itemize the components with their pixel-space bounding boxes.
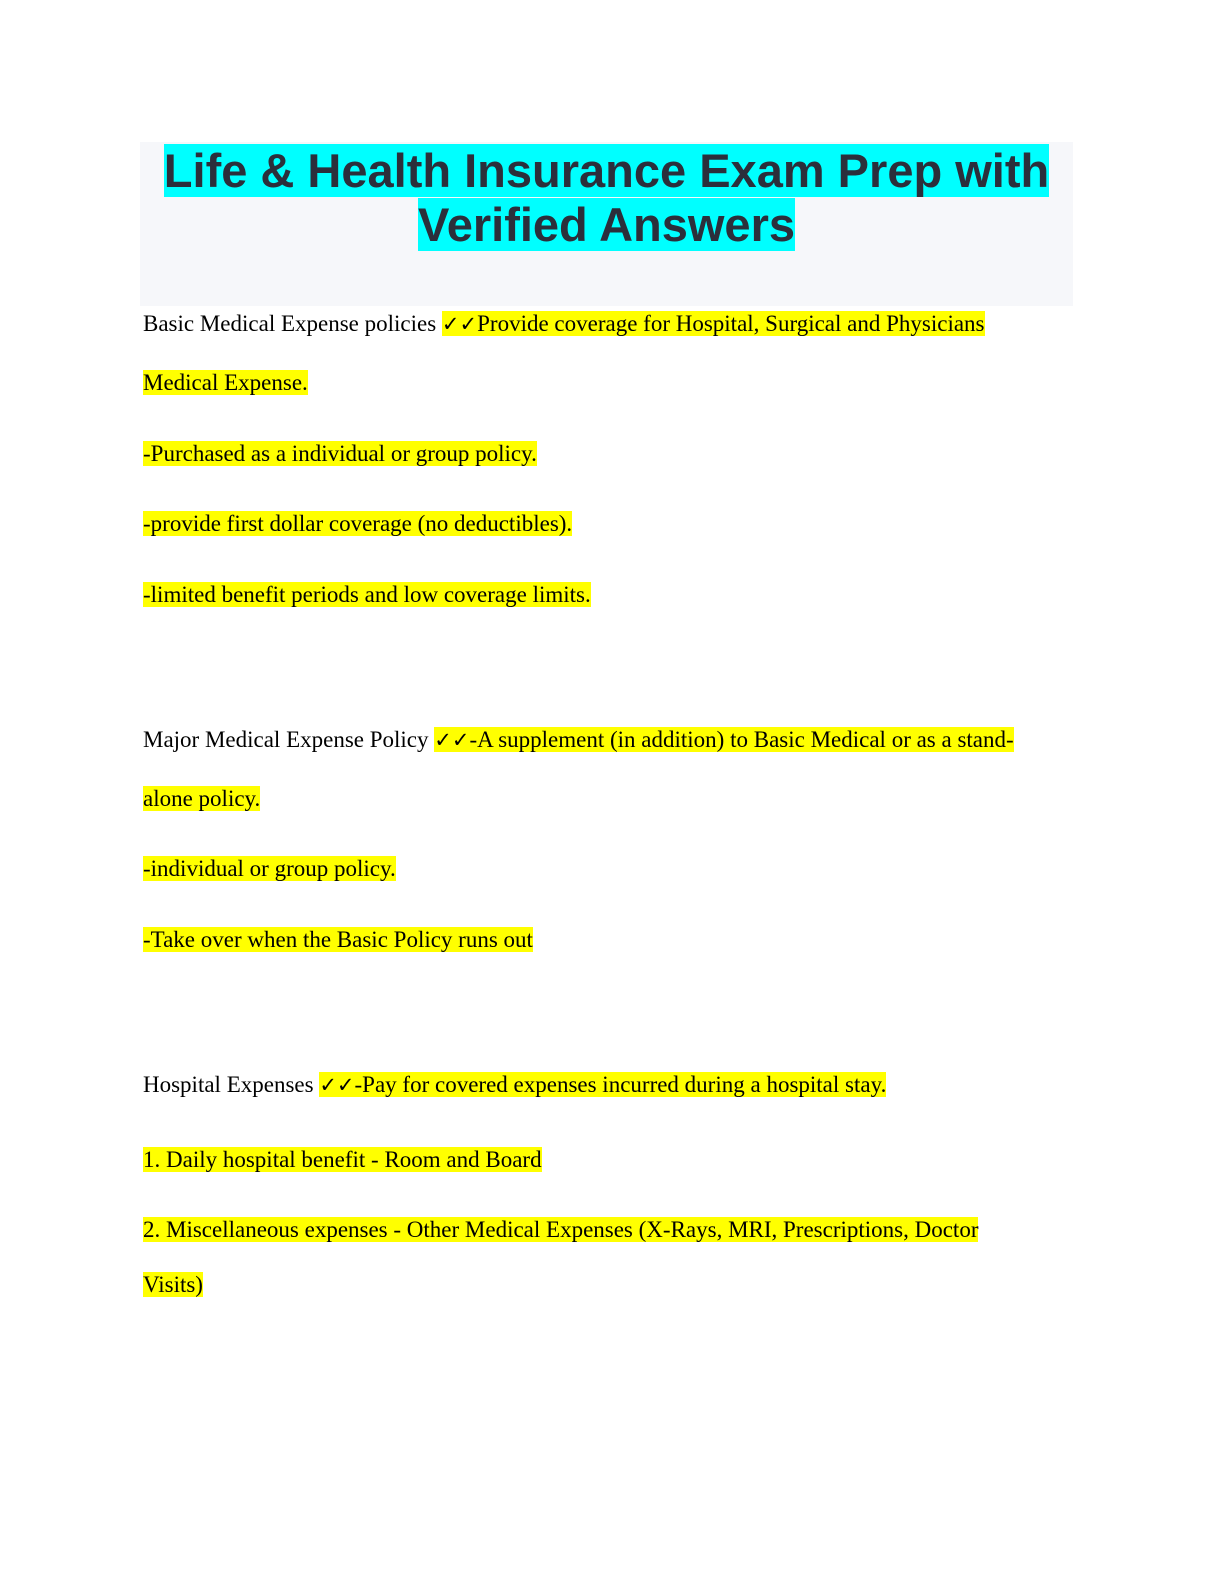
- answer-line: [143, 853, 396, 885]
- answer-line: [143, 367, 308, 399]
- answer-line: [143, 783, 260, 815]
- answer-line: [143, 1269, 203, 1301]
- answer-text: -Pay for covered expenses incurred during a hospital stay.: [354, 1072, 887, 1097]
- answer-line: [143, 1214, 978, 1246]
- answer-highlight: [442, 311, 985, 336]
- answer-text: 1. Daily hospital benefit - Room and Board: [143, 1147, 542, 1172]
- answer-text: Provide coverage for Hospital, Surgical and Physicians: [477, 311, 985, 336]
- answer-text: -individual or group policy.: [143, 856, 396, 881]
- answer-text: -provide first dollar coverage (no deductibles).: [143, 511, 573, 536]
- answer-highlight: [319, 1072, 886, 1097]
- answer-text: Visits): [143, 1272, 203, 1297]
- answer-text: -Take over when the Basic Policy runs out: [143, 927, 533, 952]
- term-label: Major Medical Expense Policy: [143, 727, 435, 752]
- entry-basic-medical-first-line: [143, 308, 985, 340]
- term-label: Basic Medical Expense policies: [143, 311, 442, 336]
- term-label: Hospital Expenses: [143, 1072, 320, 1097]
- answer-highlight: [434, 727, 1013, 752]
- answer-text: Medical Expense.: [143, 370, 308, 395]
- answer-line: [143, 924, 533, 956]
- double-check-icon: ✓✓: [319, 1073, 355, 1097]
- entry-major-medical-first-line: [143, 724, 1014, 756]
- title-line-2: Verified Answers: [417, 198, 796, 251]
- answer-text: -limited benefit periods and low coverage limits.: [143, 582, 591, 607]
- answer-line: [143, 508, 572, 540]
- answer-text: alone policy.: [143, 786, 261, 811]
- answer-text: -Purchased as a individual or group policy.: [143, 441, 537, 466]
- answer-text: -A supplement (in addition) to Basic Medical or as a stand-: [469, 727, 1014, 752]
- entry-hospital-expenses-first-line: [143, 1069, 886, 1101]
- title-box: [140, 142, 1073, 306]
- double-check-icon: ✓✓: [434, 728, 470, 752]
- answer-line: [143, 579, 591, 611]
- double-check-icon: ✓✓: [441, 312, 478, 336]
- title-line-1: Life & Health Insurance Exam Prep with: [163, 144, 1050, 197]
- document-title: [140, 142, 1073, 252]
- answer-text: 2. Miscellaneous expenses - Other Medical Expenses (X-Rays, MRI, Prescriptions, Doctor: [143, 1217, 979, 1242]
- answer-line: [143, 438, 537, 470]
- answer-line: [143, 1144, 542, 1176]
